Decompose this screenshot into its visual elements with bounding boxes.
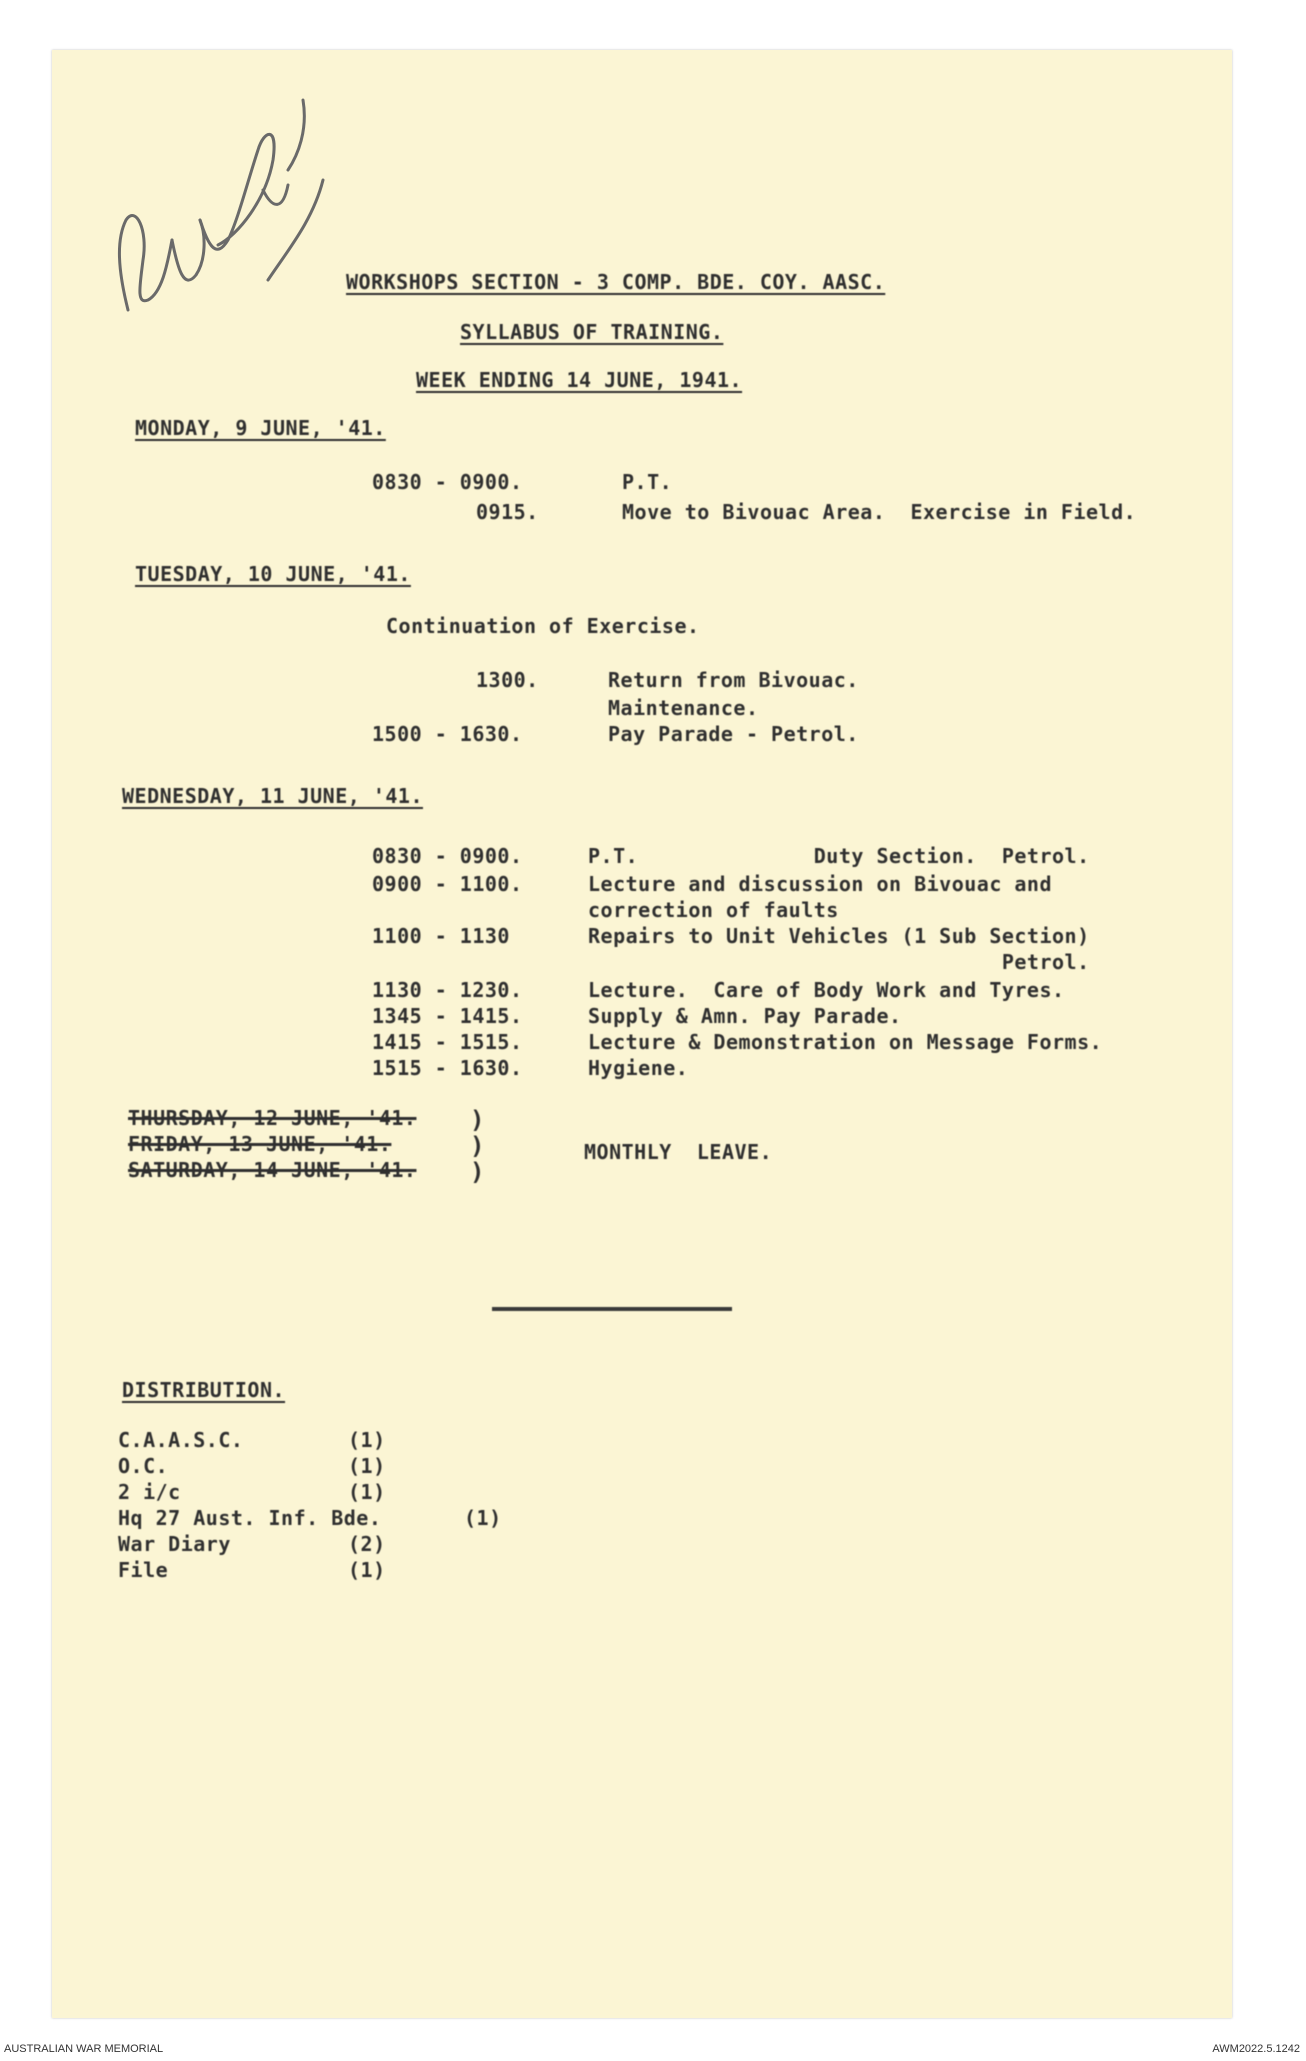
monthly-leave-label: MONTHLY LEAVE. — [584, 1140, 773, 1164]
leave-brace: ) — [470, 1158, 485, 1186]
time: 1100 - 1130 — [372, 924, 510, 948]
activity: Lecture. Care of Body Work and Tyres. — [588, 978, 1065, 1002]
time: 1345 - 1415. — [372, 1004, 523, 1028]
footer-right: AWM2022.5.1242 — [1212, 2043, 1300, 2055]
time: 1415 - 1515. — [372, 1030, 523, 1054]
distribution-name: War Diary — [118, 1532, 231, 1556]
footer-left: AUSTRALIAN WAR MEMORIAL — [4, 2043, 164, 2055]
activity: Lecture & Demonstration on Message Forms. — [588, 1030, 1103, 1054]
leave-brace: ) — [470, 1106, 485, 1134]
distribution-qty: (1) — [348, 1558, 386, 1582]
header-unit: WORKSHOPS SECTION - 3 COMP. BDE. COY. AASC. — [346, 270, 886, 294]
leave-day: FRIDAY, 13 JUNE, '41. — [128, 1132, 392, 1156]
distribution-qty: (1) — [464, 1506, 502, 1530]
distribution-name: File — [118, 1558, 169, 1582]
distribution-name: C.A.A.S.C. — [118, 1428, 244, 1452]
time: 0900 - 1100. — [372, 872, 523, 896]
time: 1515 - 1630. — [372, 1056, 523, 1080]
time: 1300. — [476, 668, 539, 692]
activity: Return from Bivouac. — [608, 668, 859, 692]
distribution-name: O.C. — [118, 1454, 169, 1478]
time: 1130 - 1230. — [372, 978, 523, 1002]
day-title-tuesday: TUESDAY, 10 JUNE, '41. — [135, 562, 411, 586]
time: 0915. — [476, 500, 539, 524]
activity: Hygiene. — [588, 1056, 689, 1080]
activity: Maintenance. — [608, 696, 759, 720]
activity: Lecture and discussion on Bivouac and — [588, 872, 1053, 896]
distribution-qty: (1) — [348, 1428, 386, 1452]
leave-brace: ) — [470, 1132, 485, 1160]
activity: Petrol. — [588, 950, 1090, 974]
divider-rule — [492, 1307, 732, 1311]
distribution-name: 2 i/c — [118, 1480, 181, 1504]
distribution-name: Hq 27 Aust. Inf. Bde. — [118, 1506, 382, 1530]
header-week: WEEK ENDING 14 JUNE, 1941. — [416, 368, 743, 392]
activity: Supply & Amn. Pay Parade. — [588, 1004, 902, 1028]
activity: Repairs to Unit Vehicles (1 Sub Section) — [588, 924, 1090, 948]
time: 0830 - 0900. — [372, 470, 523, 494]
time: 0830 - 0900. — [372, 844, 523, 868]
handwritten-signature — [88, 70, 328, 370]
activity: P.T. — [622, 470, 673, 494]
tuesday-intro: Continuation of Exercise. — [386, 614, 700, 638]
leave-day: THURSDAY, 12 JUNE, '41. — [128, 1106, 417, 1130]
activity: Pay Parade - Petrol. — [608, 722, 859, 746]
day-title-wednesday: WEDNESDAY, 11 JUNE, '41. — [122, 784, 423, 808]
distribution-qty: (1) — [348, 1480, 386, 1504]
activity: Move to Bivouac Area. Exercise in Field. — [622, 500, 1137, 524]
leave-day: SATURDAY, 14 JUNE, '41. — [128, 1158, 417, 1182]
activity: P.T. Duty Section. Petrol. — [588, 844, 1090, 868]
activity: correction of faults — [588, 898, 839, 922]
distribution-qty: (2) — [348, 1532, 386, 1556]
distribution-qty: (1) — [348, 1454, 386, 1478]
distribution-title: DISTRIBUTION. — [122, 1378, 286, 1402]
header-syllabus: SYLLABUS OF TRAINING. — [460, 320, 724, 344]
day-title-monday: MONDAY, 9 JUNE, '41. — [135, 416, 386, 440]
time: 1500 - 1630. — [372, 722, 523, 746]
